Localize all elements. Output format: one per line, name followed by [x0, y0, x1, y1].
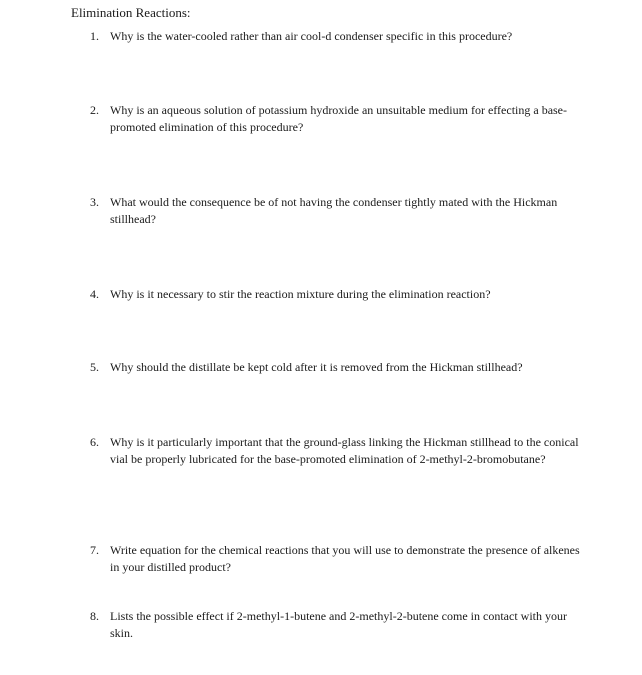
question-item: [90, 102, 590, 135]
question-number: 6.: [90, 435, 99, 449]
question-item: [90, 286, 590, 303]
question-text: What would the consequence be of not having the condenser tightly mated with the Hickman stillhead?: [110, 195, 558, 226]
question-number: 1.: [90, 29, 99, 43]
question-number: 8.: [90, 609, 99, 623]
question-number: 3.: [90, 195, 99, 209]
question-item: [90, 434, 590, 467]
question-number: 7.: [90, 543, 99, 557]
document-title: Elimination Reactions:: [71, 5, 191, 20]
question-text: Lists the possible effect if 2-methyl-1-butene and 2-methyl-2-butene come in contact with your skin.: [110, 609, 567, 640]
question-text: Why is the water-cooled rather than air cool-d condenser specific in this procedure?: [110, 29, 513, 43]
question-text: Write equation for the chemical reactions that you will use to demonstrate the presence of alkenes in your distilled product?: [110, 543, 580, 574]
question-text: Why is it particularly important that the ground-glass linking the Hickman stillhead to the conical vial be properly lubricated for the base-promoted elimination of 2-methyl-2-bromobutane?: [110, 435, 579, 466]
question-number: 4.: [90, 287, 99, 301]
question-text: Why should the distillate be kept cold after it is removed from the Hickman stillhead?: [110, 360, 523, 374]
question-text: Why is it necessary to stir the reaction mixture during the elimination reaction?: [110, 287, 491, 301]
question-item: [90, 194, 590, 227]
question-text: Why is an aqueous solution of potassium hydroxide an unsuitable medium for effecting a base-promoted elimination of this procedure?: [110, 103, 568, 134]
question-item: [90, 28, 590, 45]
question-item: [90, 359, 590, 376]
question-number: 2.: [90, 103, 99, 117]
question-number: 5.: [90, 360, 99, 374]
question-item: [90, 542, 590, 575]
question-item: [90, 608, 590, 641]
